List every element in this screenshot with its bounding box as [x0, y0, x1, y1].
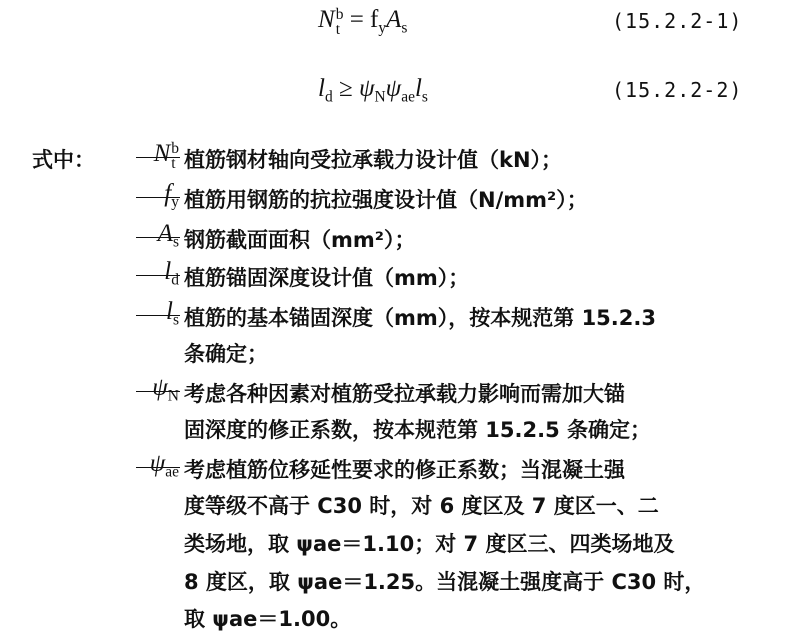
- definition-continuation: 条确定；: [184, 342, 268, 366]
- symbol-ls: $l_s$: [166, 298, 179, 329]
- where-label: 式中：: [32, 148, 95, 172]
- symbol-psi-n: $\psi_N$: [152, 374, 179, 405]
- definition-continuation: 8 度区，取 ψae＝1.25。当混凝土强度高于 C30 时，: [184, 570, 706, 594]
- symbol-fy: $f_y$: [164, 180, 179, 211]
- definition-text: 考虑植筋位移延性要求的修正系数；当混凝土强: [184, 458, 625, 482]
- definition-dash: [136, 467, 180, 468]
- definition-text: 植筋用钢筋的抗拉强度设计值（N/mm²）；: [184, 188, 588, 212]
- equation-2-number: (15.2.2-2): [612, 78, 743, 102]
- definition-text: 植筋钢材轴向受拉承载力设计值（kN）；: [184, 148, 563, 172]
- definition-dash: [136, 197, 180, 198]
- definition-dash: [136, 391, 180, 392]
- equation-1-formula: N b t = $f_yA_s$: [318, 6, 408, 38]
- definition-dash: [136, 237, 180, 238]
- equation-1: [0, 6, 787, 46]
- symbol-ld: $l_d$: [164, 258, 179, 289]
- symbol-as: $A_s$: [157, 220, 179, 251]
- definition-continuation: 固深度的修正系数，按本规范第 15.2.5 条确定；: [184, 418, 652, 442]
- equation-2: [0, 75, 787, 115]
- symbol-nt: N b t: [153, 140, 179, 172]
- definition-continuation: 类场地，取 ψae＝1.10；对 7 度区三、四类场地及: [184, 532, 675, 556]
- definition-text: 植筋的基本锚固深度（mm），按本规范第 15.2.3: [184, 306, 656, 330]
- definition-text: 钢筋截面面积（mm²）；: [184, 228, 416, 252]
- definition-dash: [136, 315, 180, 316]
- definition-text: 植筋锚固深度设计值（mm）；: [184, 266, 470, 290]
- definition-continuation: 取 ψae＝1.00。: [184, 607, 352, 631]
- symbol-psi-ae: $\psi_{ae}$: [149, 450, 179, 481]
- equation-1-number: (15.2.2-1): [612, 9, 743, 33]
- definition-text: 考虑各种因素对植筋受拉承载力影响而需加大锚: [184, 382, 625, 406]
- definition-continuation: 度等级不高于 C30 时，对 6 度区及 7 度区一、二: [184, 494, 659, 518]
- equation-2-formula: $l_d \ge \psi_N\psi_{ae}l_s$: [318, 75, 428, 106]
- definition-dash: [136, 275, 180, 276]
- definition-dash: [136, 157, 180, 158]
